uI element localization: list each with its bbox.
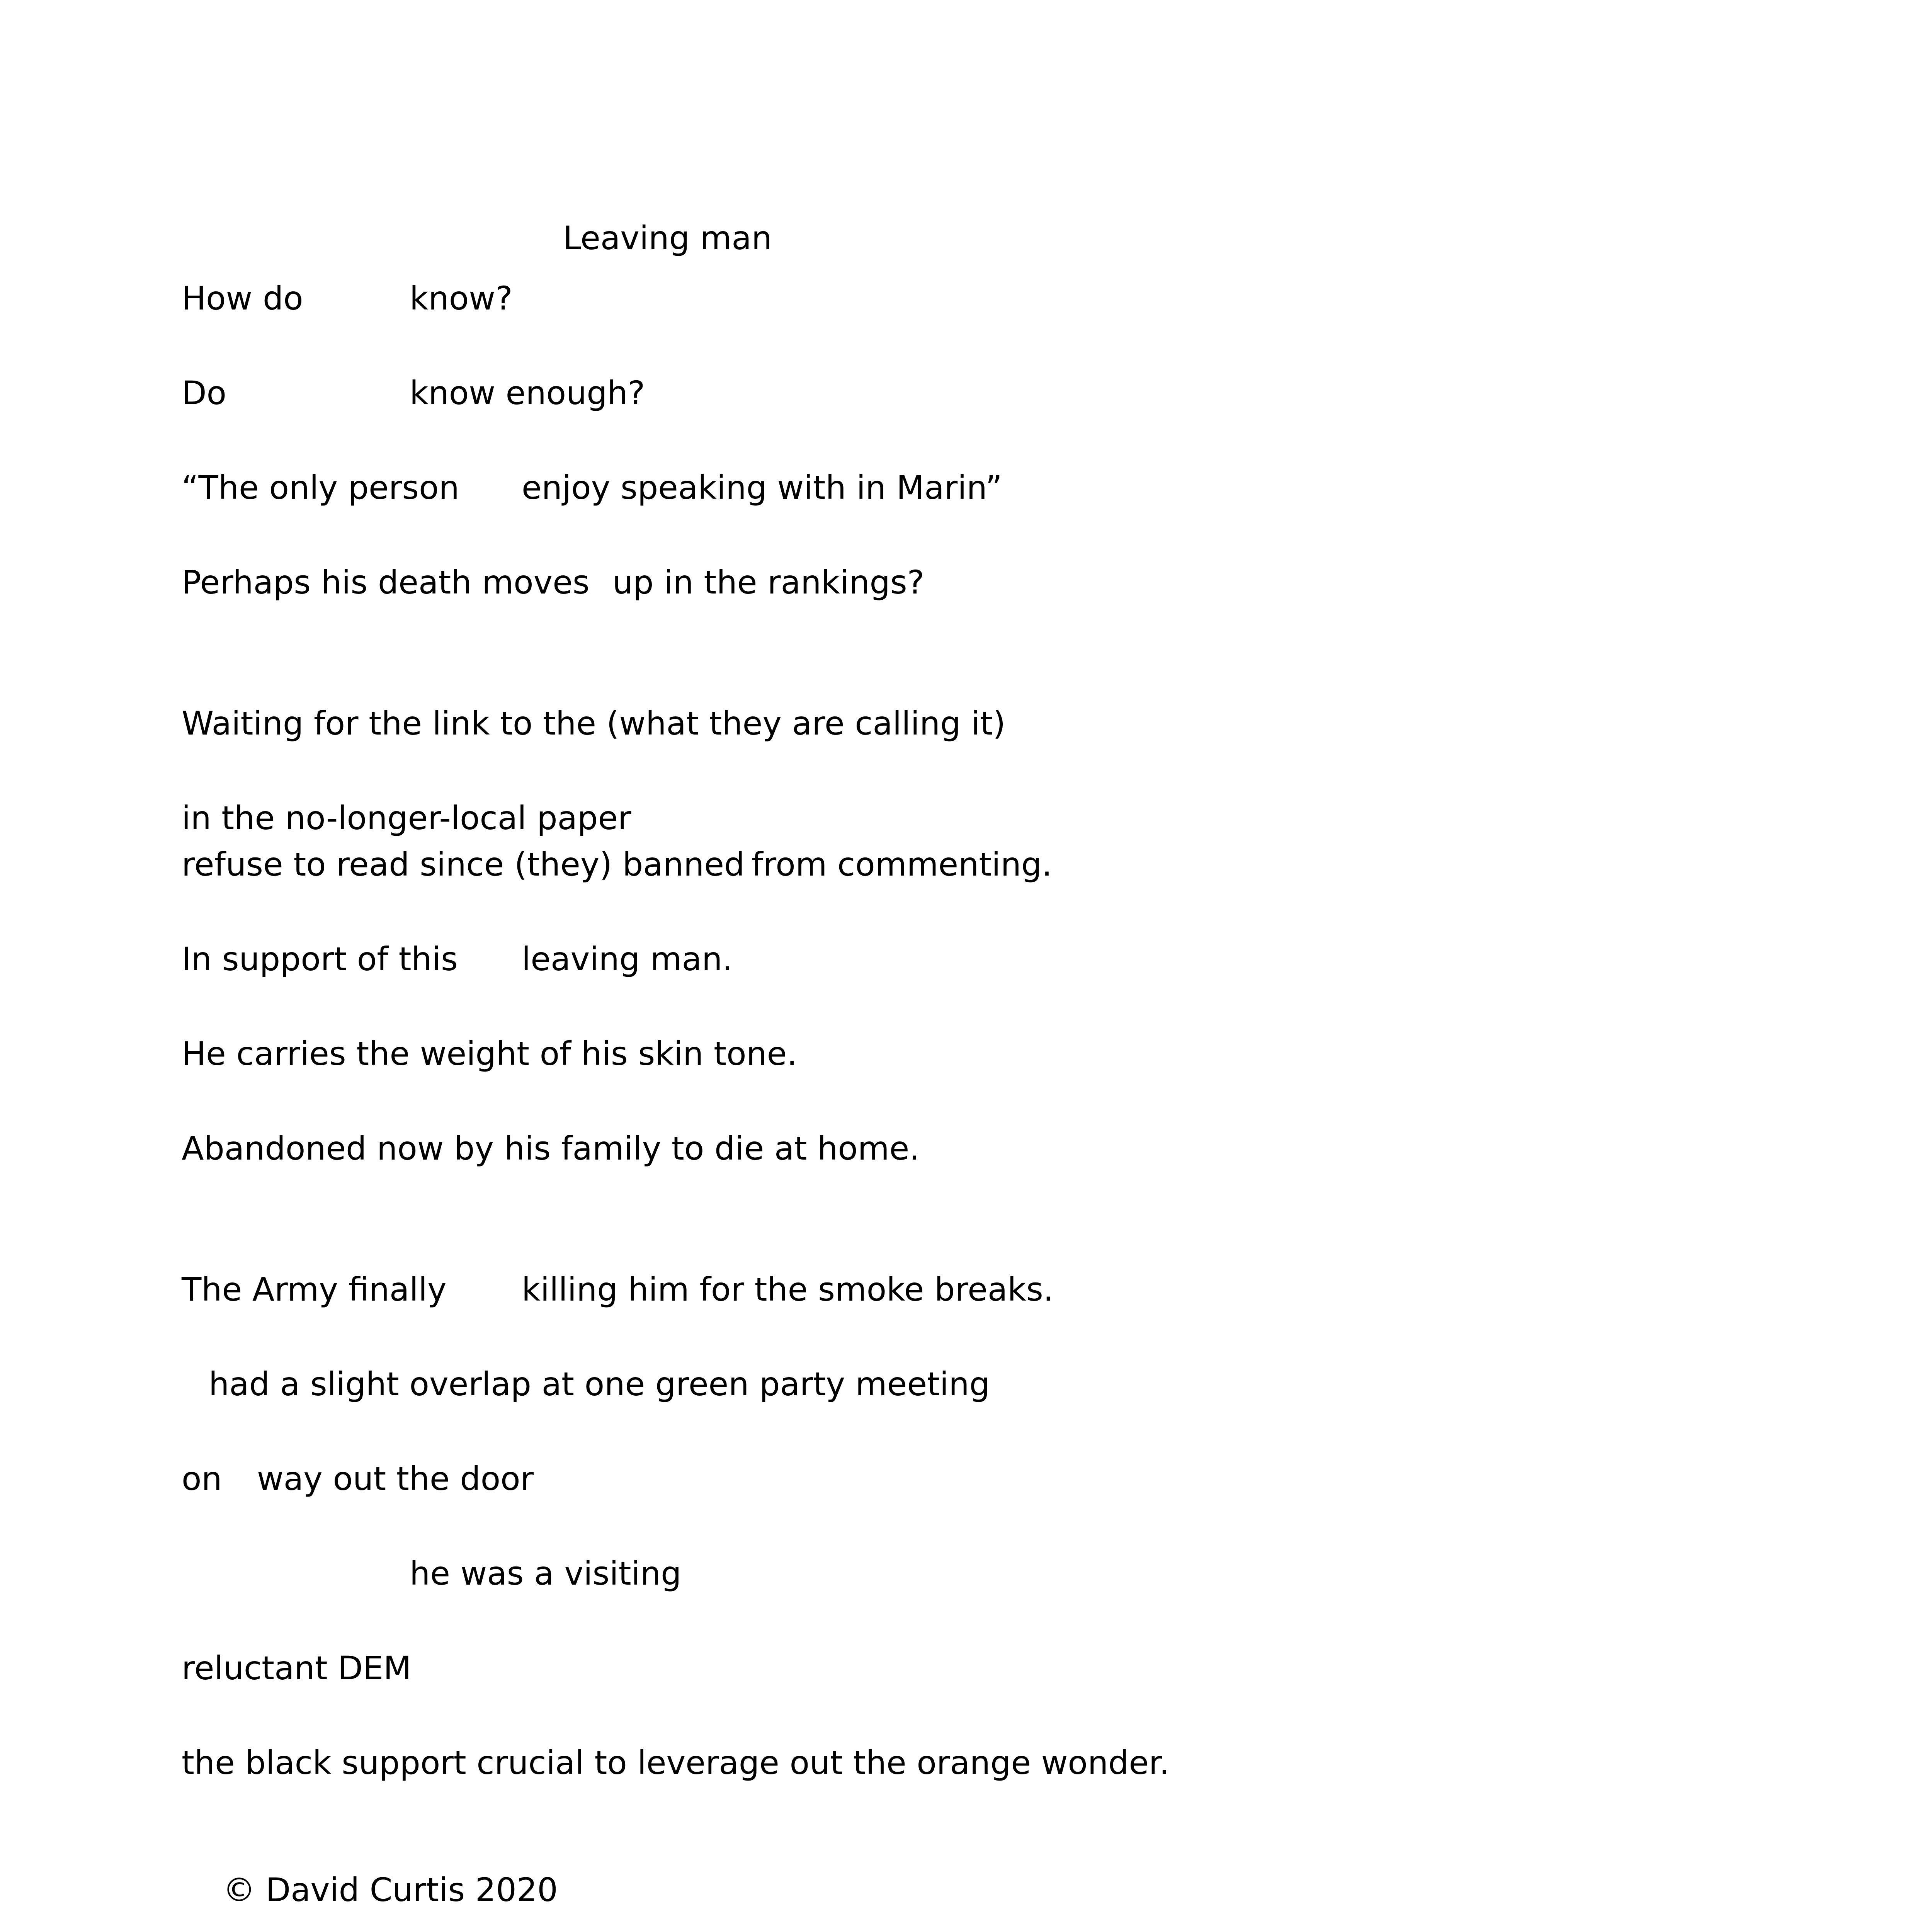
line-segment: know enough? [410,374,645,412]
line-segment: The Army finally [182,1270,447,1308]
line-segment: way out the door [257,1460,534,1498]
poem-line-12 [209,1365,990,1465]
line-segment: in the no-longer-local paper [182,799,631,837]
line-segment: know? [410,279,513,317]
line-segment: In support of this [182,940,458,978]
poem-line-4 [182,563,925,696]
poem-line-16 [182,1744,1170,1844]
line-segment: Abandoned now by his family to die at home. [182,1129,920,1167]
line-segment: from commenting. [752,845,1052,883]
line-segment: enjoy speaking with in Marin” [522,469,1002,507]
poem-line-15 [182,1649,412,1749]
line-segment: on [182,1460,222,1498]
line-segment: Do [182,374,227,412]
line-segment: he was a visiting [410,1554,682,1592]
line-segment: He carries the weight of his skin tone. [182,1035,798,1073]
line-segment: leaving man. [522,940,733,978]
line-segment: “The only person [182,469,459,507]
poem-title: Leaving man [563,219,772,257]
line-segment: How do [182,279,303,317]
poem-line-10 [182,1129,920,1230]
copyright-notice: © David Curtis 2020 [223,1871,558,1909]
line-segment: had a slight overlap at one green party meeting [209,1365,990,1403]
line-segment: the black support crucial to leverage out the orange wonder. [182,1744,1170,1782]
line-segment: Waiting for the link to the (what they are calling it) [182,704,1006,742]
line-segment: Perhaps his death moves [182,563,590,601]
poem-line-9 [182,1035,798,1135]
line-segment: killing him for the smoke breaks. [522,1270,1054,1308]
line-segment: reluctant DEM [182,1649,412,1687]
poem-line-14 [410,1554,682,1655]
line-segment: refuse to read since (they) banned [182,845,745,883]
line-segment: up in the rankings? [612,563,925,601]
poem-line-13 [182,1460,534,1592]
poem-line-5 [182,704,1006,804]
